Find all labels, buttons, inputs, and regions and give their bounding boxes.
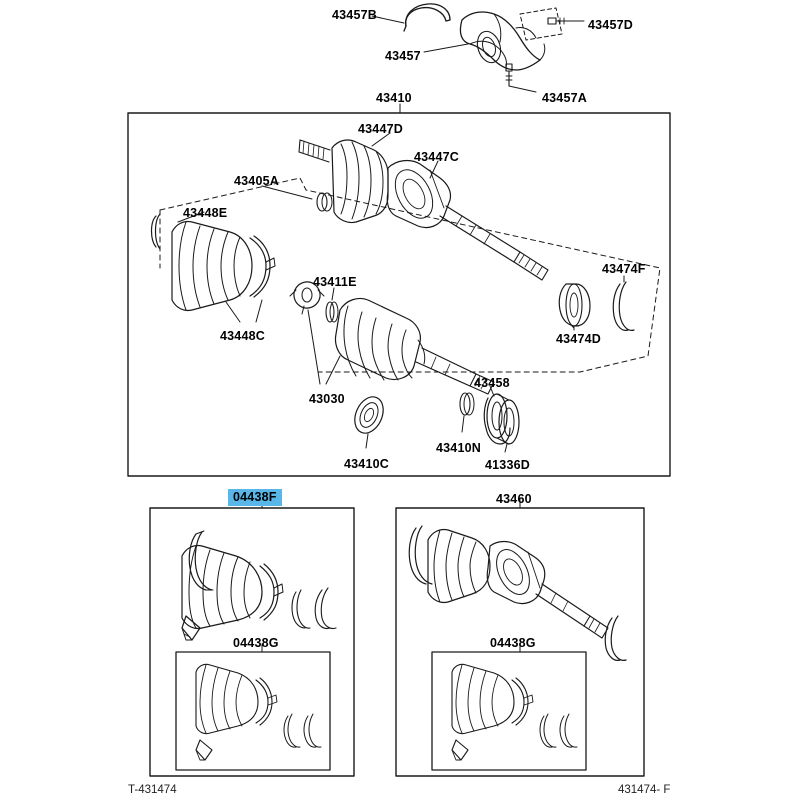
part-label-43448e[interactable]: 43448E <box>183 206 228 220</box>
inboard-boot-assembly-left <box>152 212 276 322</box>
inner-boot-kit-04438g-left-box <box>176 652 330 770</box>
part-label-43448c[interactable]: 43448C <box>220 329 265 343</box>
part-label-43474d[interactable]: 43474D <box>556 332 601 346</box>
snap-ring-43410n <box>460 393 474 432</box>
footer-right-code: 431474- F <box>618 784 671 796</box>
part-label-04438g-right[interactable]: 04438G <box>490 636 536 650</box>
dust-cover-assembly-right <box>559 276 634 330</box>
inboard-joint-assembly <box>290 282 494 394</box>
snap-ring-43405a <box>262 186 332 211</box>
inner-boot-kit-04438g-right-box <box>432 652 586 770</box>
part-label-04438f-selected[interactable]: 04438F <box>228 489 282 506</box>
part-label-43410c[interactable]: 43410C <box>344 457 389 471</box>
knuckle-assembly-group <box>372 4 584 92</box>
inner-boot-kit-04438g-right-contents <box>452 664 577 760</box>
part-label-43447d[interactable]: 43447D <box>358 122 403 136</box>
part-label-43411e[interactable]: 43411E <box>313 275 357 289</box>
inner-boot-kit-04438g-left-contents <box>196 664 321 760</box>
part-label-43457b[interactable]: 43457B <box>332 8 377 22</box>
part-label-43447c[interactable]: 43447C <box>414 150 459 164</box>
part-label-41336d[interactable]: 41336D <box>485 458 530 472</box>
part-label-43457[interactable]: 43457 <box>385 49 421 63</box>
bearing-43410c <box>349 392 388 448</box>
part-label-43474f[interactable]: 43474F <box>602 262 646 276</box>
main-assembly-box <box>128 113 670 476</box>
part-label-43410[interactable]: 43410 <box>376 91 412 105</box>
part-label-43457a[interactable]: 43457A <box>542 91 587 105</box>
footer-left-code: T-431474 <box>128 784 177 796</box>
part-label-43458[interactable]: 43458 <box>474 376 510 390</box>
seal-and-bearing-stack <box>484 386 519 452</box>
boot-kit-04438f-contents <box>182 531 336 640</box>
part-label-43410n[interactable]: 43410N <box>436 441 481 455</box>
part-label-04438g-left[interactable]: 04438G <box>233 636 279 650</box>
part-label-43457d[interactable]: 43457D <box>588 18 633 32</box>
part-label-43405a[interactable]: 43405A <box>234 174 279 188</box>
part-label-43460[interactable]: 43460 <box>496 492 532 506</box>
part-label-43030[interactable]: 43030 <box>309 392 345 406</box>
